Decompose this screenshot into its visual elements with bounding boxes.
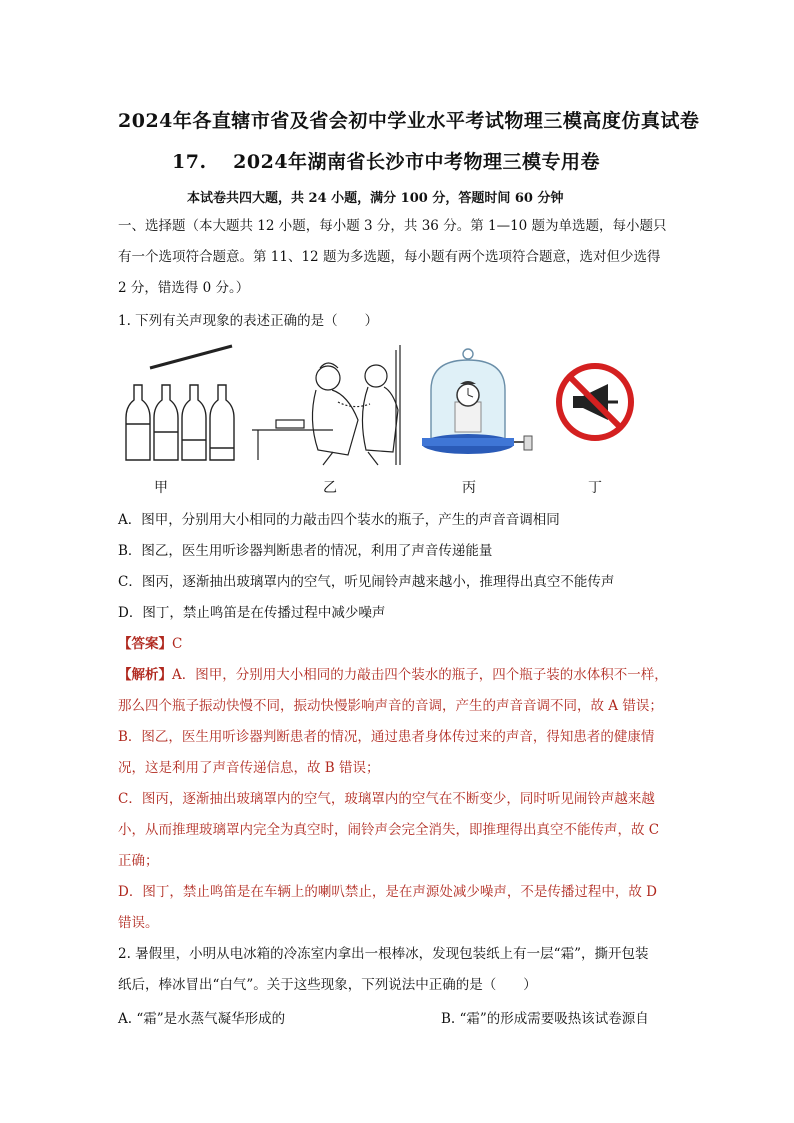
paper-subtitle: 17. 2024年湖南省长沙市中考物理三模专用卷 xyxy=(172,151,601,173)
figure-label-jia: 甲 xyxy=(154,480,168,496)
option-c: C．图丙，逐渐抽出玻璃罩内的空气，听见闹铃声越来越小，推理得出真空不能传声 xyxy=(118,574,615,590)
analysis-tag: 【解析】 xyxy=(118,667,172,683)
figure-label-ding: 丁 xyxy=(588,480,602,496)
option-a: A．图甲，分别用大小相同的力敲击四个装水的瓶子，产生的声音音调相同 xyxy=(118,512,560,528)
question-2-stem-1: 2. 暑假里，小明从电冰箱的冷冻室内拿出一根棒冰，发现包装纸上有一层“霜”，撕开包装 xyxy=(118,946,649,962)
option-b: B．图乙，医生用听诊器判断患者的情况，利用了声音传递能量 xyxy=(118,543,493,559)
analysis-line-2: 那么四个瓶子振动快慢不同，振动快慢影响声音的音调，产生的声音音调不同，故 A 错误； xyxy=(118,698,663,714)
analysis-line-9: 错误。 xyxy=(118,915,159,931)
doctor-stethoscope-figure xyxy=(252,345,400,465)
analysis-line-5: C．图丙，逐渐抽出玻璃罩内的空气，玻璃罩内的空气在不断变少，同时听见闹铃声越来越 xyxy=(118,791,655,807)
section-heading-line1: 一、选择题（本大题共 12 小题，每小题 3 分，共 36 分。第 1—10 题为单选题，每小题只 xyxy=(118,218,667,234)
section-heading-line2: 有一个选项符合题意。第 11、12 题为多选题，每小题有两个选项符合题意，选对但少选得 xyxy=(118,249,661,265)
section-heading-line3: 2 分，错选得 0 分。） xyxy=(118,280,250,296)
page-title: 2024年各直辖市省及省会初中学业水平考试物理三模高度仿真试卷 xyxy=(118,110,700,132)
question-2-option-a: A. “霜”是水蒸气凝华形成的 xyxy=(118,1011,286,1027)
exam-info: 本试卷共四大题，共 24 小题，满分 100 分，答题时间 60 分钟 xyxy=(187,191,564,206)
no-horn-sign-icon xyxy=(559,366,631,438)
analysis-line-6: 小，从而推理玻璃罩内完全为真空时，闹铃声会完全消失，即推理得出真空不能传声，故 C xyxy=(118,822,660,838)
analysis-line-8: D．图丁，禁止鸣笛是在车辆上的喇叭禁止，是在声源处减少噪声，不是传播过程中，故 D xyxy=(118,884,657,900)
question-2-option-b: B. “霜”的形成需要吸热该试卷源自 xyxy=(441,1011,649,1027)
answer-value: C xyxy=(172,636,183,652)
bottles-figure xyxy=(126,346,234,460)
analysis-line-7: 正确； xyxy=(118,853,159,869)
figure-label-yi: 乙 xyxy=(323,480,337,496)
answer-tag: 【答案】 xyxy=(118,636,172,652)
question-1-stem: 1. 下列有关声现象的表述正确的是（ ） xyxy=(118,313,379,329)
analysis-line-1 xyxy=(118,666,668,684)
bottle-2 xyxy=(154,385,178,460)
question-2-stem-2: 纸后，棒冰冒出“白气”。关于这些现象，下列说法中正确的是（ ） xyxy=(118,977,537,993)
bottle-3 xyxy=(182,385,206,460)
option-d: D．图丁，禁止鸣笛是在传播过程中减少噪声 xyxy=(118,605,386,621)
analysis-text-1: A．图甲，分别用大小相同的力敲击四个装水的瓶子，四个瓶子装的水体积不一样， xyxy=(172,667,668,683)
analysis-line-4: 况，这是利用了声音传递信息，故 B 错误； xyxy=(118,760,380,776)
bottle-1 xyxy=(126,385,150,460)
figure-label-bing: 丙 xyxy=(462,480,476,496)
answer-line xyxy=(118,635,182,653)
bell-jar-figure xyxy=(422,349,532,454)
question-1-figures xyxy=(118,340,658,500)
bottle-4 xyxy=(210,385,234,460)
analysis-line-3: B．图乙，医生用听诊器判断患者的情况，通过患者身体传过来的声音，得知患者的健康情 xyxy=(118,729,655,745)
